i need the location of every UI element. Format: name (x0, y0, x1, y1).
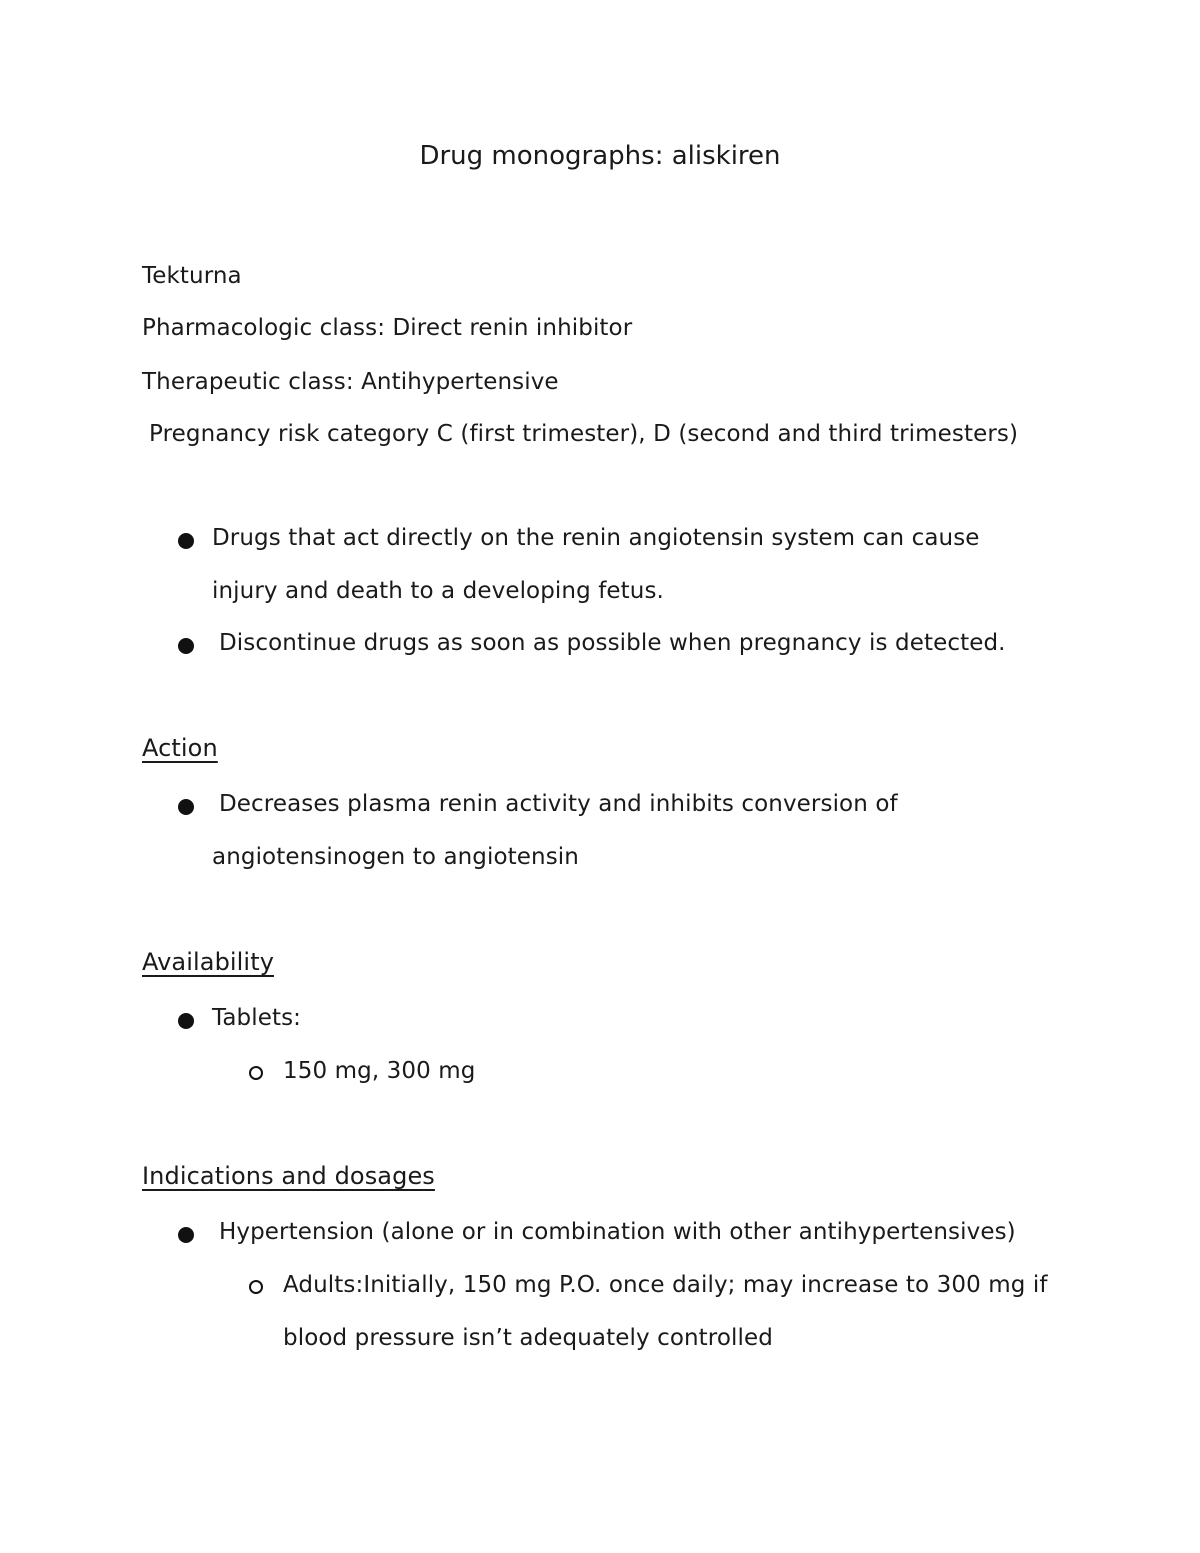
brand-name: Tekturna (142, 263, 242, 289)
action-heading: Action (142, 734, 218, 762)
availability-item-label: Tablets: (212, 1005, 302, 1031)
dosage-line-1: Adults:Initially, 150 mg P.O. once daily; may increase to 300 mg if (283, 1272, 1048, 1298)
hollow-bullet-icon (249, 1280, 263, 1294)
availability-heading: Availability (142, 948, 275, 976)
bullet-icon (178, 533, 194, 549)
bullet-icon (178, 799, 194, 815)
action-item-line-1: Decreases plasma renin activity and inhibits conversion of (219, 791, 898, 817)
bullet-icon (178, 638, 194, 654)
warning-2-line-1: Discontinue drugs as soon as possible when pregnancy is detected. (219, 630, 1006, 656)
therapeutic-class: Therapeutic class: Antihypertensive (142, 369, 559, 395)
document-title: Drug monographs: aliskiren (419, 141, 781, 171)
pregnancy-risk: Pregnancy risk category C (first trimester), D (second and third trimesters) (149, 421, 1019, 447)
warning-1-line-1: Drugs that act directly on the renin angiotensin system can cause (212, 525, 980, 551)
bullet-icon (178, 1227, 194, 1243)
action-item-line-2: angiotensinogen to angiotensin (212, 844, 579, 870)
bullet-icon (178, 1013, 194, 1029)
indication-label: Hypertension (alone or in combination with other antihypertensives) (219, 1219, 1016, 1245)
indications-heading: Indications and dosages (142, 1162, 435, 1190)
hollow-bullet-icon (249, 1066, 263, 1080)
dosage-line-2: blood pressure isn’t adequately controlled (283, 1325, 773, 1351)
availability-sub-item: 150 mg, 300 mg (283, 1058, 476, 1084)
warning-1-line-2: injury and death to a developing fetus. (212, 578, 664, 604)
pharmacologic-class: Pharmacologic class: Direct renin inhibitor (142, 315, 633, 341)
